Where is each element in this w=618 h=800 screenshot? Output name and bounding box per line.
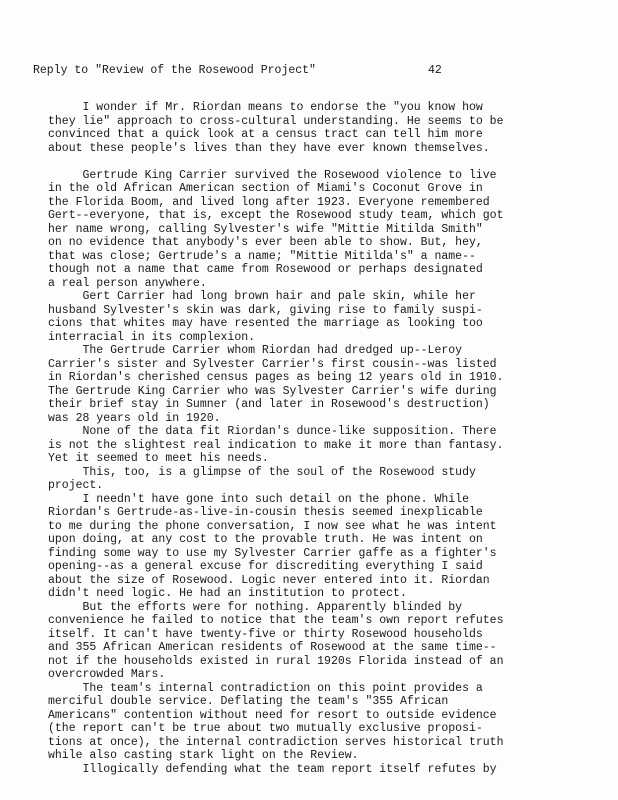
text-line: is not the slightest real indication to make it more than fantasy.	[48, 438, 504, 452]
text-line: Gert--everyone, that is, except the Rosewood study team, which got	[48, 209, 504, 222]
text-line: This, too, is a glimpse of the soul of the Rosewood study	[48, 465, 476, 479]
text-line: on no evidence that anybody's ever been able to show. But, hey,	[48, 236, 483, 249]
paragraph-4	[48, 344, 608, 425]
text-line: while also casting stark light on the Review.	[48, 749, 359, 762]
paragraph-9	[48, 682, 608, 763]
paragraph-5	[48, 425, 608, 466]
text-line: a real person anywhere.	[48, 276, 207, 290]
page-number: 42	[428, 64, 442, 77]
paragraph-gap	[48, 155, 608, 169]
text-line: to me during the phone conversation, I now see what he was intent	[48, 519, 497, 533]
text-line: Yet it seemed to meet his needs.	[48, 452, 269, 465]
paragraph-2	[48, 169, 608, 291]
text-line: overcrowded Mars.	[48, 668, 166, 681]
paragraph-6	[48, 466, 608, 493]
text-line: merciful double service. Deflating the team's "355 African	[48, 695, 449, 708]
text-line: they lie" approach to cross-cultural understanding. He seems to be	[48, 114, 504, 128]
text-line: husband Sylvester's skin was dark, giving rise to family suspi-	[48, 303, 483, 317]
text-line: her name wrong, calling Sylvester's wife "Mittie Mitilda Smith"	[48, 222, 483, 236]
text-line: Riordan's Gertrude-as-live-in-cousin thesis seemed inexplicable	[48, 506, 483, 519]
text-line: in the old African American section of Miami's Coconut Grove in	[48, 182, 483, 195]
text-line: (the report can't be true about two mutually exclusive proposi-	[48, 722, 483, 735]
text-line: their brief stay in Sumner (and later in Rosewood's destruction)	[48, 398, 490, 411]
paragraph-8	[48, 601, 608, 682]
text-line: convenience he failed to notice that the team's own report refutes	[48, 614, 504, 627]
text-line: interracial in its complexion.	[48, 330, 256, 344]
document-body	[48, 101, 608, 776]
text-line: The team's internal contradiction on this point provides a	[48, 681, 483, 695]
text-line: about these people's lives than they have ever known themselves.	[48, 141, 490, 155]
text-line: cions that whites may have resented the marriage as looking too	[48, 317, 483, 330]
text-line: convinced that a quick look at a census tract can tell him more	[48, 128, 483, 141]
text-line: about the size of Rosewood. Logic never entered into it. Riordan	[48, 573, 490, 587]
text-line: Carrier's sister and Sylvester Carrier's first cousin--was listed	[48, 357, 497, 371]
text-line: opening--as a general excuse for discrediting everything I said	[48, 560, 483, 573]
text-line: Americans" contention without need for resort to outside evidence	[48, 708, 497, 722]
text-line: Gertrude King Carrier survived the Rosewood violence to live	[48, 168, 497, 182]
text-line: that was close; Gertrude's a name; "Mittie Mitilda's" a name--	[48, 249, 476, 263]
text-line: in Riordan's cherished census pages as being 12 years old in 1910.	[48, 371, 504, 384]
text-line: Gert Carrier had long brown hair and pale skin, while her	[48, 290, 476, 303]
paragraph-10	[48, 763, 608, 777]
paragraph-7	[48, 493, 608, 601]
text-line: finding some way to use my Sylvester Carrier gaffe as a fighter's	[48, 546, 497, 560]
text-line: tions at once), the internal contradiction serves historical truth	[48, 735, 504, 749]
text-line: None of the data fit Riordan's dunce-like supposition. There	[48, 425, 497, 438]
text-line: But the efforts were for nothing. Apparently blinded by	[48, 600, 463, 614]
text-line: though not a name that came from Rosewood or perhaps designated	[48, 263, 483, 276]
text-line: and 355 African American residents of Rosewood at the same time--	[48, 641, 497, 654]
text-line: I needn't have gone into such detail on the phone. While	[48, 492, 469, 506]
text-line: Illogically defending what the team report itself refutes by	[48, 762, 497, 776]
paragraph-1	[48, 101, 608, 155]
text-line: not if the households existed in rural 1920s Florida instead of an	[48, 654, 504, 668]
header-title: Reply to "Review of the Rosewood Project"	[33, 64, 316, 77]
text-line: The Gertrude Carrier whom Riordan had dredged up--Leroy	[48, 344, 463, 357]
text-line: The Gertrude King Carrier who was Sylvester Carrier's wife during	[48, 384, 497, 398]
text-line: didn't need logic. He had an institution to protect.	[48, 587, 407, 600]
text-line: the Florida Boom, and lived long after 1923. Everyone remembered	[48, 195, 490, 209]
text-line: was 28 years old in 1920.	[48, 411, 221, 425]
text-line: upon doing, at any cost to the provable truth. He was intent on	[48, 533, 483, 546]
paragraph-3	[48, 290, 608, 344]
text-line: project.	[48, 479, 104, 492]
text-line: itself. It can't have twenty-five or thirty Rosewood households	[48, 627, 483, 641]
text-line: I wonder if Mr. Riordan means to endorse the "you know how	[48, 101, 483, 114]
